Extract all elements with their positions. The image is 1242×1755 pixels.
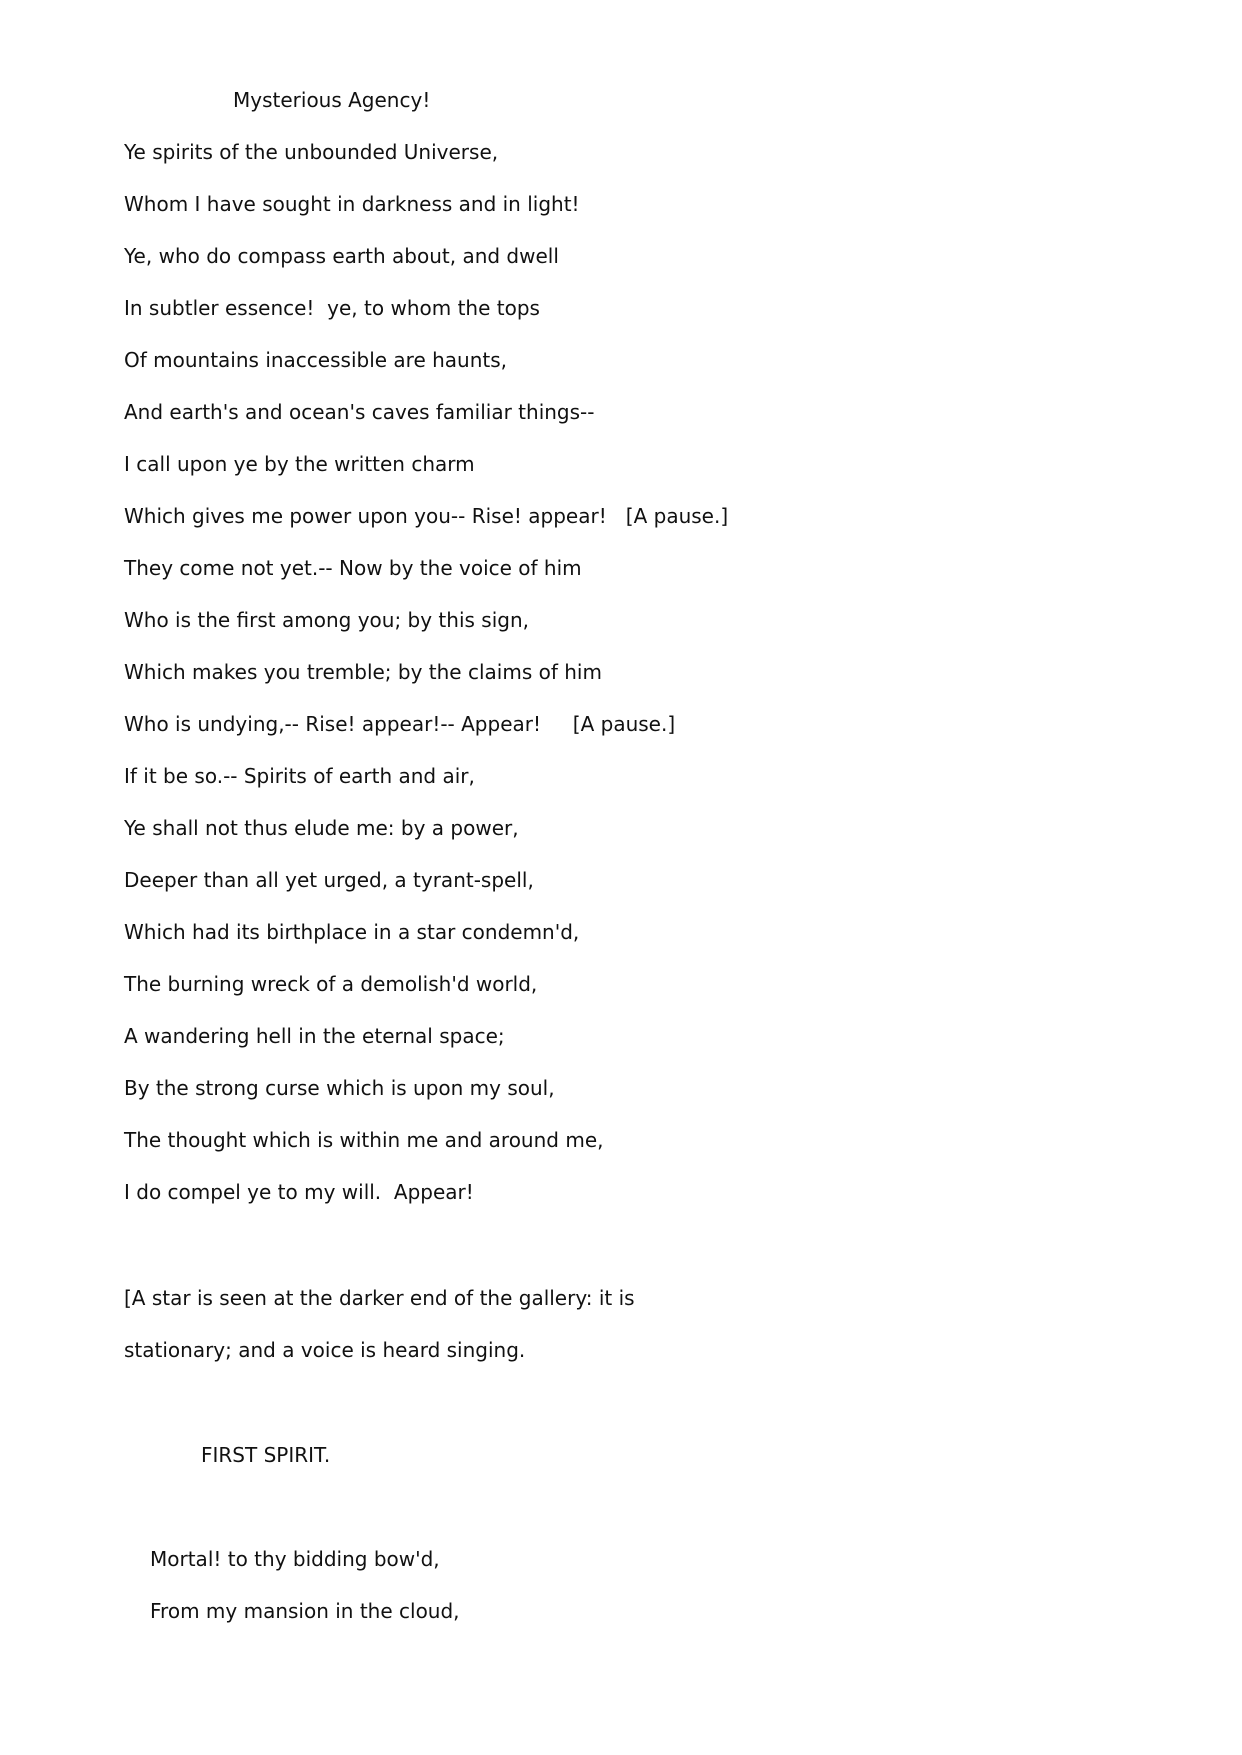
verse-line: Of mountains inaccessible are haunts, (124, 348, 508, 372)
verse-line: Whom I have sought in darkness and in light! (124, 192, 580, 216)
verse-line: Ye shall not thus elude me: by a power, (124, 816, 519, 840)
verse-line: Ye, who do compass earth about, and dwell (124, 244, 559, 268)
verse-line: Which gives me power upon you-- Rise! appear! [A pause.] (124, 504, 729, 528)
verse-line: A wandering hell in the eternal space; (124, 1024, 505, 1048)
verse-line: Which had its birthplace in a star condemn'd, (124, 920, 580, 944)
verse-line: Ye spirits of the unbounded Universe, (124, 140, 499, 164)
verse-line: Which makes you tremble; by the claims of him (124, 660, 602, 684)
verse-line: Deeper than all yet urged, a tyrant-spell, (124, 868, 534, 892)
verse-line: The thought which is within me and around me, (124, 1128, 604, 1152)
stage-direction-line: [A star is seen at the darker end of the gallery: it is (124, 1286, 635, 1310)
verse-line: In subtler essence! ye, to whom the tops (124, 296, 540, 320)
verse-line: I do compel ye to my will. Appear! (124, 1180, 474, 1204)
verse-line: If it be so.-- Spirits of earth and air, (124, 764, 475, 788)
heading-line: Mysterious Agency! (233, 88, 431, 112)
song-line: From my mansion in the cloud, (150, 1599, 460, 1623)
verse-line: Who is undying,-- Rise! appear!-- Appear! [A pause.] (124, 712, 676, 736)
verse-line: The burning wreck of a demolish'd world, (124, 972, 538, 996)
verse-line: By the strong curse which is upon my soul, (124, 1076, 555, 1100)
verse-line: They come not yet.-- Now by the voice of him (124, 556, 582, 580)
stage-direction-line: stationary; and a voice is heard singing. (124, 1338, 526, 1362)
speaker-name: FIRST SPIRIT. (201, 1443, 331, 1467)
verse-line: And earth's and ocean's caves familiar things-- (124, 400, 595, 424)
verse-line: Who is the first among you; by this sign, (124, 608, 529, 632)
verse-line: I call upon ye by the written charm (124, 452, 475, 476)
song-line: Mortal! to thy bidding bow'd, (150, 1547, 440, 1571)
